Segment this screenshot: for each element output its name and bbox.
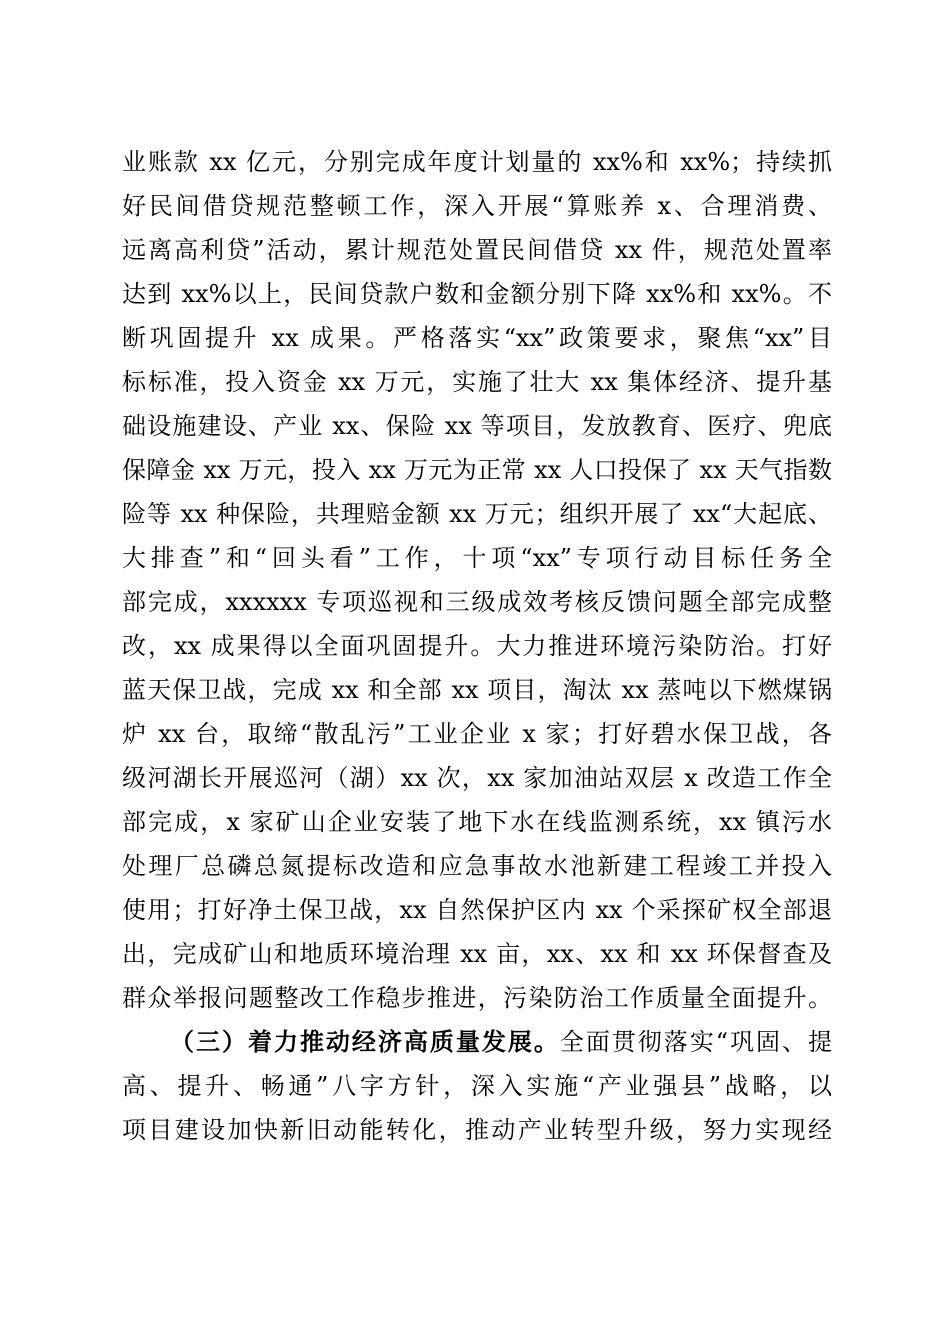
text-line: 级河湖长开展巡河（湖）xx 次，xx 家加油站双层 x 改造工作全 [122, 764, 832, 792]
text-line: 达到 xx%以上，民间贷款户数和金额分别下降 xx%和 xx%。不 [122, 280, 832, 308]
text-line: 处理厂总磷总氮提标改造和应急事故水池新建工程竣工并投入 [122, 852, 832, 880]
text-line: 断巩固提升 xx 成果。严格落实“xx”政策要求，聚焦“xx”目 [122, 324, 832, 352]
text-line: 险等 xx 种保险，共理赔金额 xx 万元；组织开展了 xx“大起底、 [122, 500, 832, 528]
section-heading: （三）着力推动经济高质量发展。 [170, 1027, 560, 1056]
text-line: 大排查”和“回头看”工作，十项“xx”专项行动目标任务全 [122, 544, 832, 572]
text-line: 蓝天保卫战，完成 xx 和全部 xx 项目，淘汰 xx 蒸吨以下燃煤锅 [122, 676, 832, 704]
text-line-rest: 全面贯彻落实“巩固、提 [559, 1028, 833, 1056]
text-line: 业账款 xx 亿元，分别完成年度计划量的 xx%和 xx%；持续抓 [122, 148, 832, 176]
text-line: 炉 xx 台，取缔“散乱污”工业企业 x 家；打好碧水保卫战，各 [122, 720, 832, 748]
text-line: 部完成，xxxxxx 专项巡视和三级成效考核反馈问题全部完成整 [122, 588, 832, 616]
text-line: 好民间借贷规范整顿工作，深入开展“算账养 x、合理消费、 [122, 192, 832, 220]
text-line: 远离高利贷”活动，累计规范处置民间借贷 xx 件，规范处置率 [122, 236, 832, 264]
paragraph [122, 140, 832, 1020]
text-line: 保障金 xx 万元，投入 xx 万元为正常 xx 人口投保了 xx 天气指数 [122, 456, 832, 484]
text-line: 标标准，投入资金 xx 万元，实施了壮大 xx 集体经济、提升基 [122, 368, 832, 396]
text-line: 部完成，x 家矿山企业安装了地下水在线监测系统，xx 镇污水 [122, 808, 832, 836]
text-line: 群众举报问题整改工作稳步推进，污染防治工作质量全面提升。 [122, 984, 832, 1012]
text-line [122, 1020, 832, 1064]
body-text [122, 140, 832, 1152]
text-line: 使用；打好净土保卫战，xx 自然保护区内 xx 个采探矿权全部退 [122, 896, 832, 924]
text-line: 出，完成矿山和地质环境治理 xx 亩，xx、xx 和 xx 环保督查及 [122, 940, 832, 968]
text-line: 项目建设加快新旧动能转化，推动产业转型升级，努力实现经 [122, 1116, 832, 1144]
text-line: 高、提升、畅通”八字方针，深入实施“产业强县”战略，以 [122, 1072, 832, 1100]
paragraph [122, 1020, 832, 1152]
text-line: 础设施建设、产业 xx、保险 xx 等项目，发放教育、医疗、兜底 [122, 412, 832, 440]
text-line: 改，xx 成果得以全面巩固提升。大力推进环境污染防治。打好 [122, 632, 832, 660]
